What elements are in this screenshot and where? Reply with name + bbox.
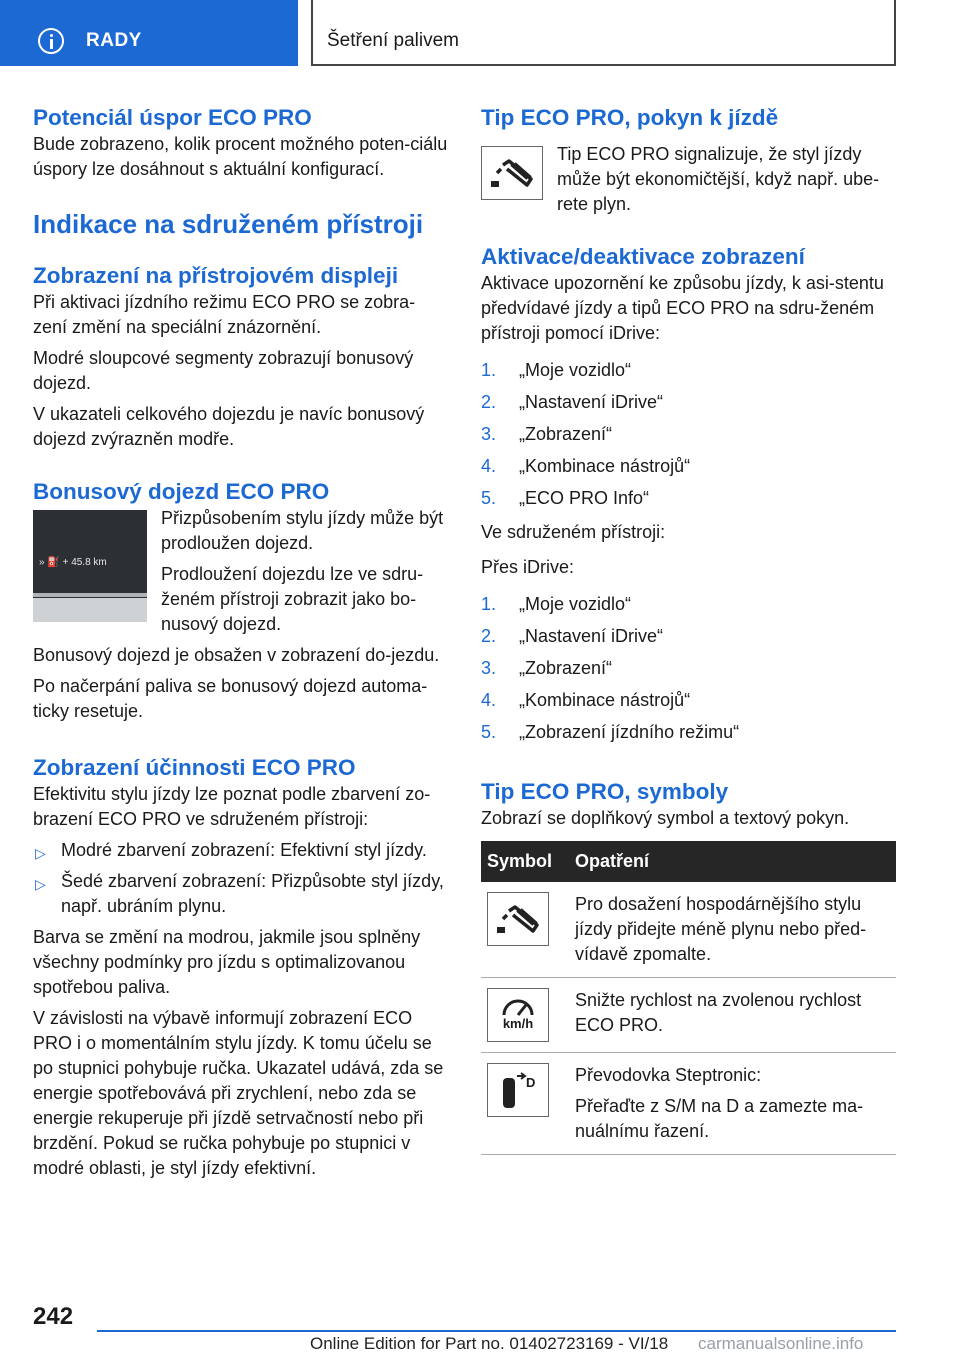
gear-d-label: D xyxy=(526,1075,536,1090)
list-item: 1. „Moje vozidlo“ xyxy=(481,594,632,614)
list-item: ▷ Modré zbarvení zobrazení: Efektivní styl jízdy. xyxy=(33,838,448,863)
section-title-box xyxy=(311,0,896,66)
paragraph: Modré sloupcové segmenty zobrazují bonusový dojezd. xyxy=(33,348,414,393)
heading-eco-tip: Tip ECO PRO, pokyn k jízdě xyxy=(481,105,779,130)
table-cell: Pro dosažení hospodárnějšího stylu jízdy přidejte méně plynu nebo před-vídavě zpomalte. xyxy=(569,882,896,978)
eco-tip-block xyxy=(481,142,896,217)
speed-unit-label: km/h xyxy=(502,1016,534,1031)
section-title: Šetření palivem xyxy=(327,30,460,51)
paragraph: Po načerpání paliva se bonusový dojezd automa-ticky resetuje. xyxy=(33,676,428,721)
info-icon xyxy=(38,28,64,54)
list-item: 2. „Nastavení iDrive“ xyxy=(481,626,664,646)
paragraph: Aktivace upozornění ke způsobu jízdy, k asi-stentu předvídavé jízdy a tipů ECO PRO na sdru-ženém přístroji pomocí iDrive: xyxy=(481,273,884,343)
symbol-table xyxy=(481,841,896,1155)
list-item: 1. „Moje vozidlo“ xyxy=(481,360,632,380)
chapter-tab[interactable] xyxy=(0,0,298,66)
right-column xyxy=(481,104,896,1155)
list-item: 5. „ECO PRO Info“ xyxy=(481,488,650,508)
list-item: ▷ Šedé zbarvení zobrazení: Přizpůsobte styl jízdy, např. ubráním plynu. xyxy=(35,871,444,916)
watermark: carmanualsonline.info xyxy=(698,1334,864,1353)
dashboard-bonus-range-image xyxy=(33,510,147,622)
page-header xyxy=(0,0,960,66)
heading-instrument-display: Zobrazení na přístrojovém displeji xyxy=(33,263,399,288)
table-row xyxy=(481,882,896,978)
col-header-action: Opatření xyxy=(569,841,896,882)
paragraph: V závislosti na výbavě informují zobrazení ECO PRO i o momentálním stylu jízdy. K tomu účelu se po stupnici pohybuje ručka. Ukazatel udává, zda se energie spotřebovává při zrychlení, nebo zda se energie rekuperuje při jízdě setrvačností nebo při brzdění. Pokud se ručka pohybuje po stupnici v modré oblasti, je styl jízdy efektivní. xyxy=(33,1008,444,1178)
triangle-bullet-icon: ▷ xyxy=(35,845,46,861)
paragraph: Efektivitu stylu jízdy lze poznat podle zbarvení zo-brazení ECO PRO ve sdruženém přístroji: xyxy=(33,784,431,829)
table-cell: Převodovka Steptronic: xyxy=(575,1065,762,1085)
edition-info: Online Edition for Part no. 01402723169 - VI/18 xyxy=(310,1334,669,1353)
list-item: 5. „Zobrazení jízdního režimu“ xyxy=(481,722,740,742)
heading-instrument-indication: Indikace na sdruženém přístroji xyxy=(33,209,424,239)
foot-pedal-icon xyxy=(481,146,543,200)
paragraph: Zobrazí se doplňkový symbol a textový pokyn. xyxy=(481,808,850,828)
heading-display-toggle: Aktivace/deaktivace zobrazení xyxy=(481,244,805,269)
bonus-range-block xyxy=(33,506,448,637)
col-header-symbol: Symbol xyxy=(481,841,569,882)
heading-eco-symbols: Tip ECO PRO, symboly xyxy=(481,779,729,804)
paragraph: Ve sdruženém přístroji: xyxy=(481,522,666,542)
triangle-bullet-icon: ▷ xyxy=(35,876,46,892)
paragraph: Barva se změní na modrou, jakmile jsou splněny všechny podmínky pro jízdu s optimalizovanou spotřebou paliva. xyxy=(33,927,421,997)
table-row xyxy=(481,978,896,1053)
idrive-steps-2 xyxy=(481,588,896,748)
table-cell: Přeřaďte z S/M na D a zamezte ma-nuálnímu řazení. xyxy=(575,1096,864,1141)
paragraph: Přizpůsobením stylu jízdy může být prodloužen dojezd. xyxy=(161,508,444,553)
paragraph: Bonusový dojezd je obsažen v zobrazení do-jezdu. xyxy=(33,645,440,665)
paragraph: V ukazateli celkového dojezdu je navíc bonusový dojezd zvýrazněn modře. xyxy=(33,404,425,449)
efficiency-bullets xyxy=(33,838,448,919)
heading-bonus-range: Bonusový dojezd ECO PRO xyxy=(33,479,330,504)
heading-eco-efficiency: Zobrazení účinnosti ECO PRO xyxy=(33,755,356,780)
foot-pedal-icon xyxy=(487,892,549,946)
paragraph: Při aktivaci jízdního režimu ECO PRO se zobra-zení změní na speciální znázornění. xyxy=(33,292,416,337)
paragraph: Prodloužení dojezdu lze ve sdru-ženém přístroji zobrazit jako bo-nusový dojezd. xyxy=(161,564,424,634)
left-column xyxy=(33,104,448,1181)
list-item: 3. „Zobrazení“ xyxy=(481,424,613,444)
footer-divider xyxy=(97,1330,896,1332)
gear-selector-icon xyxy=(487,1063,549,1117)
dashboard-divider xyxy=(33,593,147,597)
heading-eco-savings: Potenciál úspor ECO PRO xyxy=(33,105,312,130)
paragraph: Bude zobrazeno, kolik procent možného poten-ciálu úspory lze dosáhnout s aktuální konfigurací. xyxy=(33,134,448,179)
list-item: 3. „Zobrazení“ xyxy=(481,658,613,678)
list-item: 4. „Kombinace nástrojů“ xyxy=(481,690,691,710)
table-header-row xyxy=(481,841,896,882)
list-item: 4. „Kombinace nástrojů“ xyxy=(481,456,691,476)
paragraph: Přes iDrive: xyxy=(481,557,575,577)
dashboard-range-readout: » ⛽ + 45.8 km xyxy=(39,557,107,568)
idrive-steps-1 xyxy=(481,354,896,514)
speed-reduce-icon xyxy=(487,988,549,1042)
paragraph: Tip ECO PRO signalizuje, že styl jízdy může být ekonomičtější, když např. ube-rete plyn. xyxy=(557,144,880,214)
page-number: 242 xyxy=(33,1303,74,1330)
list-item: 2. „Nastavení iDrive“ xyxy=(481,392,664,412)
table-cell: Snižte rychlost na zvolenou rychlost ECO PRO. xyxy=(569,978,896,1053)
chapter-tab-label: RADY xyxy=(86,30,142,51)
table-row xyxy=(481,1053,896,1155)
dashboard-bar xyxy=(33,598,147,622)
